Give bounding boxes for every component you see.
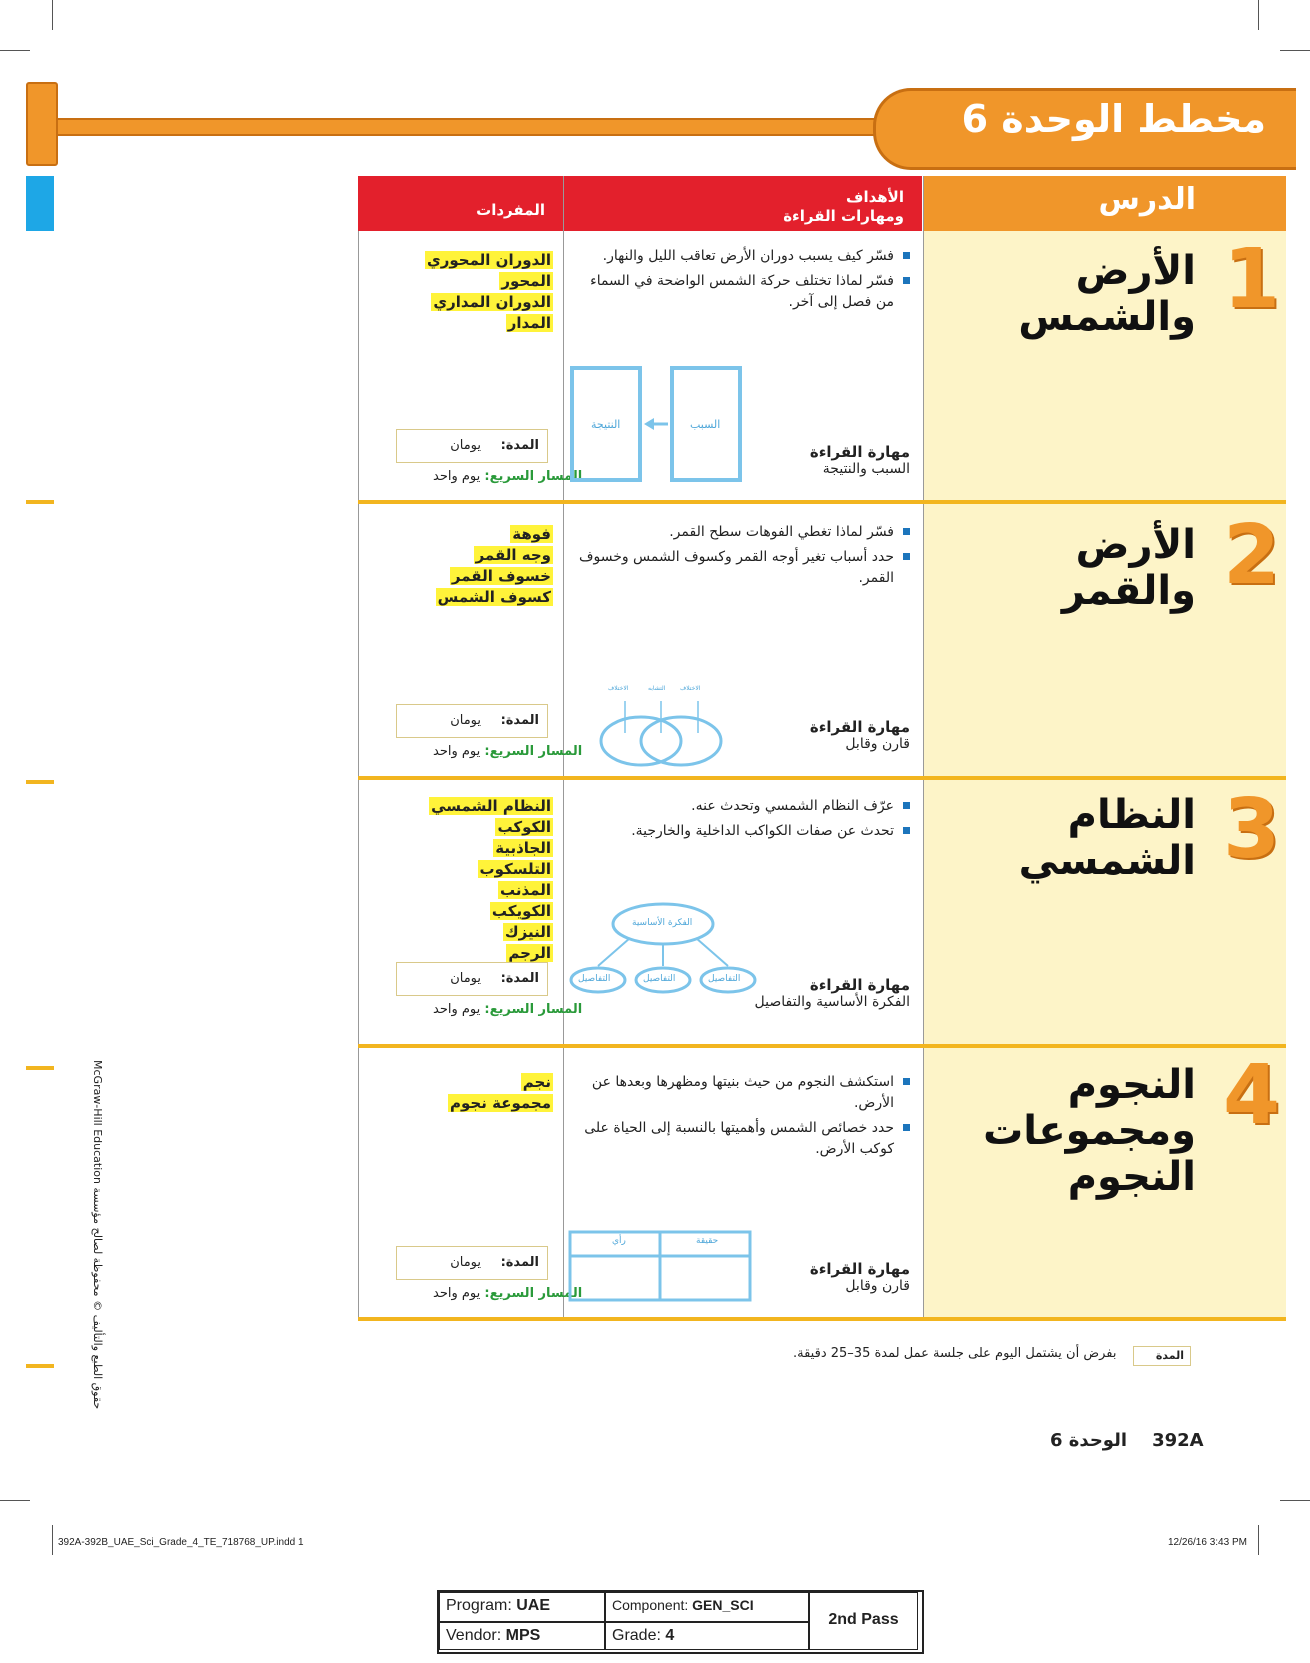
vendor-cell [439, 1622, 605, 1650]
print-info-box [437, 1590, 924, 1654]
vendor-value: MPS [505, 1627, 541, 1644]
duration-note-label: المدة [1133, 1346, 1191, 1366]
side-marker [26, 780, 54, 784]
fast-track-label: المسار السريع: [484, 469, 583, 484]
fast-track [433, 1286, 582, 1301]
vocab-term: وجه القمر [475, 546, 551, 564]
reading-skill-name: السبب والنتيجة [822, 461, 910, 477]
component-label: Component: [612, 1597, 689, 1613]
fast-track-value: يوم واحد [433, 744, 481, 759]
pass-cell [809, 1592, 918, 1650]
header-left-cap [26, 82, 58, 166]
copyright-vertical [90, 1060, 110, 1410]
fast-track-value: يوم واحد [433, 469, 481, 484]
reading-skill-title: مهارة القراءة [809, 1260, 910, 1278]
objectives [574, 246, 910, 317]
reading-skill-name: قارن وقابل [845, 736, 910, 752]
duration-value: يومان [450, 438, 481, 453]
header-vocabulary [358, 176, 563, 231]
row-divider [358, 1044, 1286, 1048]
lesson-number: 3 [1222, 782, 1280, 877]
diagram-label: السبب [690, 418, 721, 431]
objective-item: حدد خصائص الشمس وأهميتها بالنسبة إلى الحياة على كوكب الأرض. [574, 1118, 910, 1160]
vocab-term: فوهة [512, 525, 551, 543]
duration-label: المدة: [500, 971, 539, 986]
diagram-label: حقيقة [696, 1236, 719, 1246]
duration-value: يومان [450, 971, 481, 986]
component-value: GEN_SCI [692, 1597, 754, 1613]
header-vocabulary-label: المفردات [476, 201, 545, 219]
grade-label: Grade: [612, 1627, 661, 1644]
fast-track-label: المسار السريع: [484, 1286, 583, 1301]
duration-label: المدة: [500, 713, 539, 728]
crop-mark [1280, 50, 1310, 51]
duration-box [396, 962, 548, 996]
diagram-label: الفكرة الأساسية [632, 918, 693, 928]
vocab-term: الرجم [508, 944, 551, 962]
duration-value: يومان [450, 1255, 481, 1270]
diagram-label: النتيجة [591, 418, 621, 431]
row-divider [358, 1317, 1286, 1321]
lesson-number: 2 [1222, 508, 1280, 603]
crop-mark [52, 1525, 53, 1555]
objectives [574, 796, 910, 846]
lesson-title: النظام الشمسي [1018, 792, 1196, 884]
page-title: مخطط الوحدة 6 [961, 97, 1266, 141]
vendor-label: Vendor: [446, 1627, 502, 1644]
program-value: UAE [516, 1597, 551, 1614]
crop-mark [0, 1500, 30, 1501]
duration-label: المدة: [500, 438, 539, 453]
program-label: Program: [446, 1597, 512, 1614]
header-objectives [564, 176, 922, 231]
slug-timestamp: 12/26/16 3:43 PM [1168, 1537, 1247, 1548]
folio-page: 392A [1152, 1430, 1204, 1451]
vocab-term: التلسكوب [479, 860, 551, 878]
objective-item: حدد أسباب تغير أوجه القمر وكسوف الشمس وخسوف القمر. [574, 547, 910, 589]
vocab-term: المذنب [499, 881, 551, 899]
vocab-term: الجاذبية [495, 839, 551, 857]
vocab-term: مجموعة نجوم [450, 1094, 551, 1112]
lesson-number: 1 [1222, 232, 1280, 327]
side-marker [26, 1364, 54, 1368]
vocab-term: نجم [522, 1073, 551, 1091]
diagram-label: الاختلاف [680, 685, 701, 692]
vocab-term: النظام الشمسي [431, 797, 551, 815]
lesson-title: النجوم ومجموعات النجوم [983, 1062, 1196, 1200]
header-tab [873, 88, 1296, 170]
duration-note: بفرض أن يشتمل اليوم على جلسة عمل لمدة 35–25 دقيقة. [793, 1346, 1117, 1361]
diagram-label: الاختلاف [608, 685, 629, 692]
vocabulary-list [368, 796, 553, 964]
objective-item: فسّر لماذا تختلف حركة الشمس الواضحة في السماء من فصل إلى آخر. [574, 271, 910, 313]
side-marker [26, 1066, 54, 1070]
diagram-label: التفاصيل [643, 974, 676, 984]
fast-track-label: المسار السريع: [484, 1002, 583, 1017]
vocabulary-list [368, 250, 553, 334]
vocabulary-list [368, 1072, 553, 1114]
crop-mark [1258, 1525, 1259, 1555]
side-marker [26, 500, 54, 504]
objective-item: تحدث عن صفات الكواكب الداخلية والخارجية. [574, 821, 910, 842]
vocab-term: الكويكب [491, 902, 551, 920]
reading-skill-name: الفكرة الأساسية والتفاصيل [754, 994, 910, 1010]
row-divider [358, 500, 1286, 504]
duration-box [396, 1246, 548, 1280]
reading-skill-title: مهارة القراءة [809, 976, 910, 994]
crop-mark [1280, 1500, 1310, 1501]
objective-item: فسّر كيف يسبب دوران الأرض تعاقب الليل والنهار. [574, 246, 910, 267]
pass-label: 2nd Pass [828, 1611, 899, 1628]
fast-track-value: يوم واحد [433, 1002, 481, 1017]
reading-skill-title: مهارة القراءة [809, 718, 910, 736]
duration-label: المدة: [500, 1255, 539, 1270]
vocab-term: الدوران المحوري [427, 251, 551, 269]
header-lesson [924, 176, 1286, 231]
diagram-label: التشابه [648, 685, 666, 692]
header-lesson-label: الدرس [1098, 182, 1196, 217]
objective-item: فسّر لماذا تغطي الفوهات سطح القمر. [574, 522, 910, 543]
duration-box [396, 704, 548, 738]
lesson-number: 4 [1222, 1048, 1280, 1143]
diagram-label: رأي [612, 1236, 626, 1246]
vocab-term: الكوكب [497, 818, 551, 836]
vocab-term: الدوران المداري [433, 293, 551, 311]
lesson-title: الأرض والشمس [1018, 248, 1196, 340]
vocab-term: كسوف الشمس [437, 588, 551, 606]
main-idea-diagram [568, 900, 758, 1000]
column-divider [923, 176, 924, 1319]
reading-skill [784, 718, 910, 752]
diagram-label: التفاصيل [708, 974, 741, 984]
program-cell [439, 1592, 605, 1622]
diagram-label: التفاصيل [578, 974, 611, 984]
fast-track [433, 469, 582, 484]
duration-value: يومان [450, 713, 481, 728]
vocab-term: المدار [507, 314, 551, 332]
venn-diagram [598, 691, 728, 771]
duration-box [396, 429, 548, 463]
fast-track [433, 744, 582, 759]
grade-cell [605, 1622, 809, 1650]
reading-skill-title: مهارة القراءة [809, 443, 910, 461]
objectives [574, 1072, 910, 1164]
section-tab [26, 176, 54, 231]
fast-track-value: يوم واحد [433, 1286, 481, 1301]
crop-mark [0, 50, 30, 51]
folio-unit: الوحدة 6 [1050, 1430, 1128, 1451]
fast-track [433, 1002, 582, 1017]
grade-value: 4 [665, 1627, 675, 1644]
row-divider [358, 776, 1286, 780]
vocab-term: خسوف القمر [451, 567, 551, 585]
fact-opinion-chart [568, 1230, 752, 1302]
page-folio [1050, 1430, 1204, 1451]
vocabulary-list [368, 524, 553, 608]
copyright-text: حقوق الطبع والتأليف © محفوظة لصالح مؤسسة McGraw-Hill Education [91, 1060, 104, 1410]
reading-skill [784, 1260, 910, 1294]
header-objectives-line1: الأهداف [846, 188, 904, 206]
vocab-term: المحور [501, 272, 551, 290]
objective-item: استكشف النجوم من حيث بنيتها ومظهرها وبعدها عن الأرض. [574, 1072, 910, 1114]
lesson-title: الأرض والقمر [1061, 522, 1196, 614]
crop-mark [1258, 0, 1259, 30]
reading-skill [784, 443, 910, 477]
column-divider [358, 176, 359, 1319]
component-cell [605, 1592, 809, 1622]
crop-mark [52, 0, 53, 30]
header-objectives-line2: ومهارات القراءة [783, 207, 904, 225]
slug-filename: 392A-392B_UAE_Sci_Grade_4_TE_718768_UP.indd 1 [58, 1537, 304, 1548]
fast-track-label: المسار السريع: [484, 744, 583, 759]
objectives [574, 522, 910, 593]
vocab-term: النيزك [504, 923, 551, 941]
reading-skill-name: قارن وقابل [845, 1278, 910, 1294]
unit-planner-table [358, 176, 1286, 1321]
objective-item: عرّف النظام الشمسي وتحدث عنه. [574, 796, 910, 817]
